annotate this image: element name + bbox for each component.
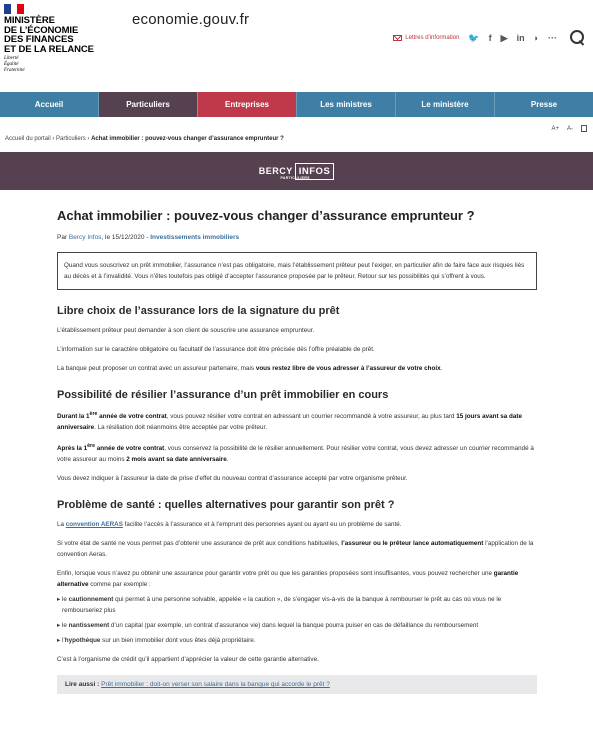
paragraph: L’information sur le caractère obligatoire ou facultatif de l’assurance doit être précisée dès l’offre préalable de prêt. (57, 346, 375, 353)
page-title: Achat immobilier : pouvez-vous changer d’assurance emprunteur ? (57, 208, 475, 223)
twitter-icon[interactable]: 🐦 (468, 32, 480, 43)
main-nav (0, 92, 593, 117)
section-heading-sante: Problème de santé : quelles alternatives pour garantir son prêt ? (57, 499, 395, 512)
read-also-link[interactable]: Prêt immobilier : doit-on verser son salaire dans la banque qui accorde le prêt ? (101, 681, 330, 689)
paragraph: Si votre état de santé ne vous permet pas d’obtenir une assurance de prêt aux conditions habituelles, l’assureur ou le prêteur lance automatiquement l’application de la convention Aeras. (57, 540, 534, 559)
youtube-icon[interactable]: ▶ (500, 32, 508, 43)
nav-presse[interactable]: Presse (530, 100, 558, 109)
site-header (0, 0, 593, 92)
nav-les-ministres[interactable]: Les ministres (297, 92, 396, 117)
breadcrumb: Accueil du portail › Particuliers › Achat immobilier : pouvez-vous changer d’assurance emprunteur ? (5, 136, 284, 142)
intro-box: Quand vous souscrivez un prêt immobilier, l’assurance n’est pas obligatoire, mais l’établissement prêteur peut l’exiger, en particulier afin de faire face aux risques liés au décès et à l’invalidité. Vous n’êtes toutefois pas obligé d’accepter l’assurance proposée par le prêteur. Retour sur les possibilités qui s’offrent à vous. (57, 252, 537, 290)
envelope-icon (393, 35, 402, 41)
republic-motto: Liberté Égalité Fraternité (4, 56, 25, 73)
nav-accueil[interactable]: Accueil (0, 92, 99, 117)
byline: Par Bercy Infos, le 15/12/2020 - Investissements immobiliers (57, 234, 240, 241)
bercy-infos-banner (0, 152, 593, 190)
list-item: ▸ le nantissement d’un capital (par exemple, un contrat d’assurance vie) dans lequel la banque pourra puiser en cas de défaillance du remboursement (57, 622, 479, 630)
header-tools (393, 30, 585, 45)
ministry-logo[interactable]: MINISTÈRE DE L’ÉCONOMIE DES FINANCES ET DE LA RELANCE (4, 15, 94, 55)
paragraph: Enfin, lorsque vous n’avez pu obtenir une assurance pour garantir votre prêt ou que les garanties proposées sont insuffisantes, vous pouvez rechercher une garantie alternative comme par exemple : (57, 570, 519, 589)
paragraph: Durant la 1ère année de votre contrat, vous pouvez résilier votre contrat en adressant un courrier recommandé à votre assureur, au plus tard 15 jours avant sa date anniversaire. La résiliation doit néanmoins être acceptée par votre prêteur. (57, 411, 522, 432)
article (57, 190, 537, 694)
breadcrumb-home[interactable]: Accueil du portail (5, 136, 51, 142)
paragraph: Après la 1ère année de votre contrat, vous conservez la possibilité de le résilier annuellement. Pour résilier votre contrat, vous devez adresser un courrier recommandé à votre assureur au moins 2 mois avant sa date anniversaire. (57, 443, 534, 464)
print-icon[interactable] (581, 125, 587, 132)
read-also-box: Lire aussi : Prêt immobilier : doit-on verser son salaire dans la banque qui accorde le prêt ? (57, 675, 537, 694)
facebook-icon[interactable]: f (488, 32, 492, 43)
linkedin-icon[interactable]: in (516, 32, 525, 43)
marianne-flag (4, 4, 24, 14)
paragraph: La banque peut proposer un contrat avec un assureur partenaire, mais vous restez libre de vous adresser à l’assureur de votre choix. (57, 365, 443, 372)
decrease-text-button[interactable]: A- (567, 125, 573, 132)
newsletter-link[interactable]: Lettres d'information (393, 35, 459, 41)
category-link[interactable]: Investissements immobiliers (150, 234, 240, 241)
breadcrumb-current: Achat immobilier : pouvez-vous changer d’assurance emprunteur ? (91, 136, 284, 142)
increase-text-button[interactable]: A+ (551, 125, 559, 132)
paragraph: L’établissement prêteur peut demander à son client de souscrire une assurance emprunteur. (57, 327, 315, 334)
paragraph: La convention AERAS facilite l’accès à l’assurance et à l’emprunt des personnes ayant ou ayant eu un problème de santé. (57, 521, 402, 529)
list-item: ▸ l’hypothèque sur un bien immobilier dont vous êtes déjà propriétaire. (57, 637, 256, 645)
text-size-tools (551, 125, 587, 132)
bercy-infos-logo: BERCY INFOS PARTICULIERS (267, 157, 327, 185)
section-heading-libre-choix: Libre choix de l’assurance lors de la signature du prêt (57, 305, 340, 317)
nav-entreprises[interactable]: Entreprises (198, 92, 297, 117)
more-icon[interactable]: ··· (548, 32, 557, 43)
convention-aeras-link[interactable]: convention AERAS (65, 521, 123, 529)
nav-le-ministere[interactable]: Le ministère (396, 92, 495, 117)
search-icon[interactable] (570, 30, 585, 45)
breadcrumb-section[interactable]: Particuliers (56, 136, 86, 142)
site-name[interactable]: economie.gouv.fr (132, 11, 250, 28)
rss-icon[interactable]: ◗ (533, 32, 539, 43)
section-heading-resilier: Possibilité de résilier l’assurance d’un prêt immobilier en cours (57, 389, 389, 401)
list-item: ▸ le cautionnement qui permet à une personne solvable, appelée « la caution », de s’engager vis-à-vis de la banque à rembourser le prêt au cas où vous ne le rembourseriez plus (57, 596, 502, 615)
nav-particuliers[interactable]: Particuliers (99, 92, 198, 117)
paragraph: Vous devez indiquer à l’assureur la date de prise d’effet du nouveau contrat d’assurance accepté par votre organisme prêteur. (57, 475, 408, 483)
paragraph: C’est à l’organisme de crédit qu’il appartient d’apprécier la valeur de cette garantie alternative. (57, 656, 319, 664)
author-link[interactable]: Bercy Infos (68, 234, 102, 241)
